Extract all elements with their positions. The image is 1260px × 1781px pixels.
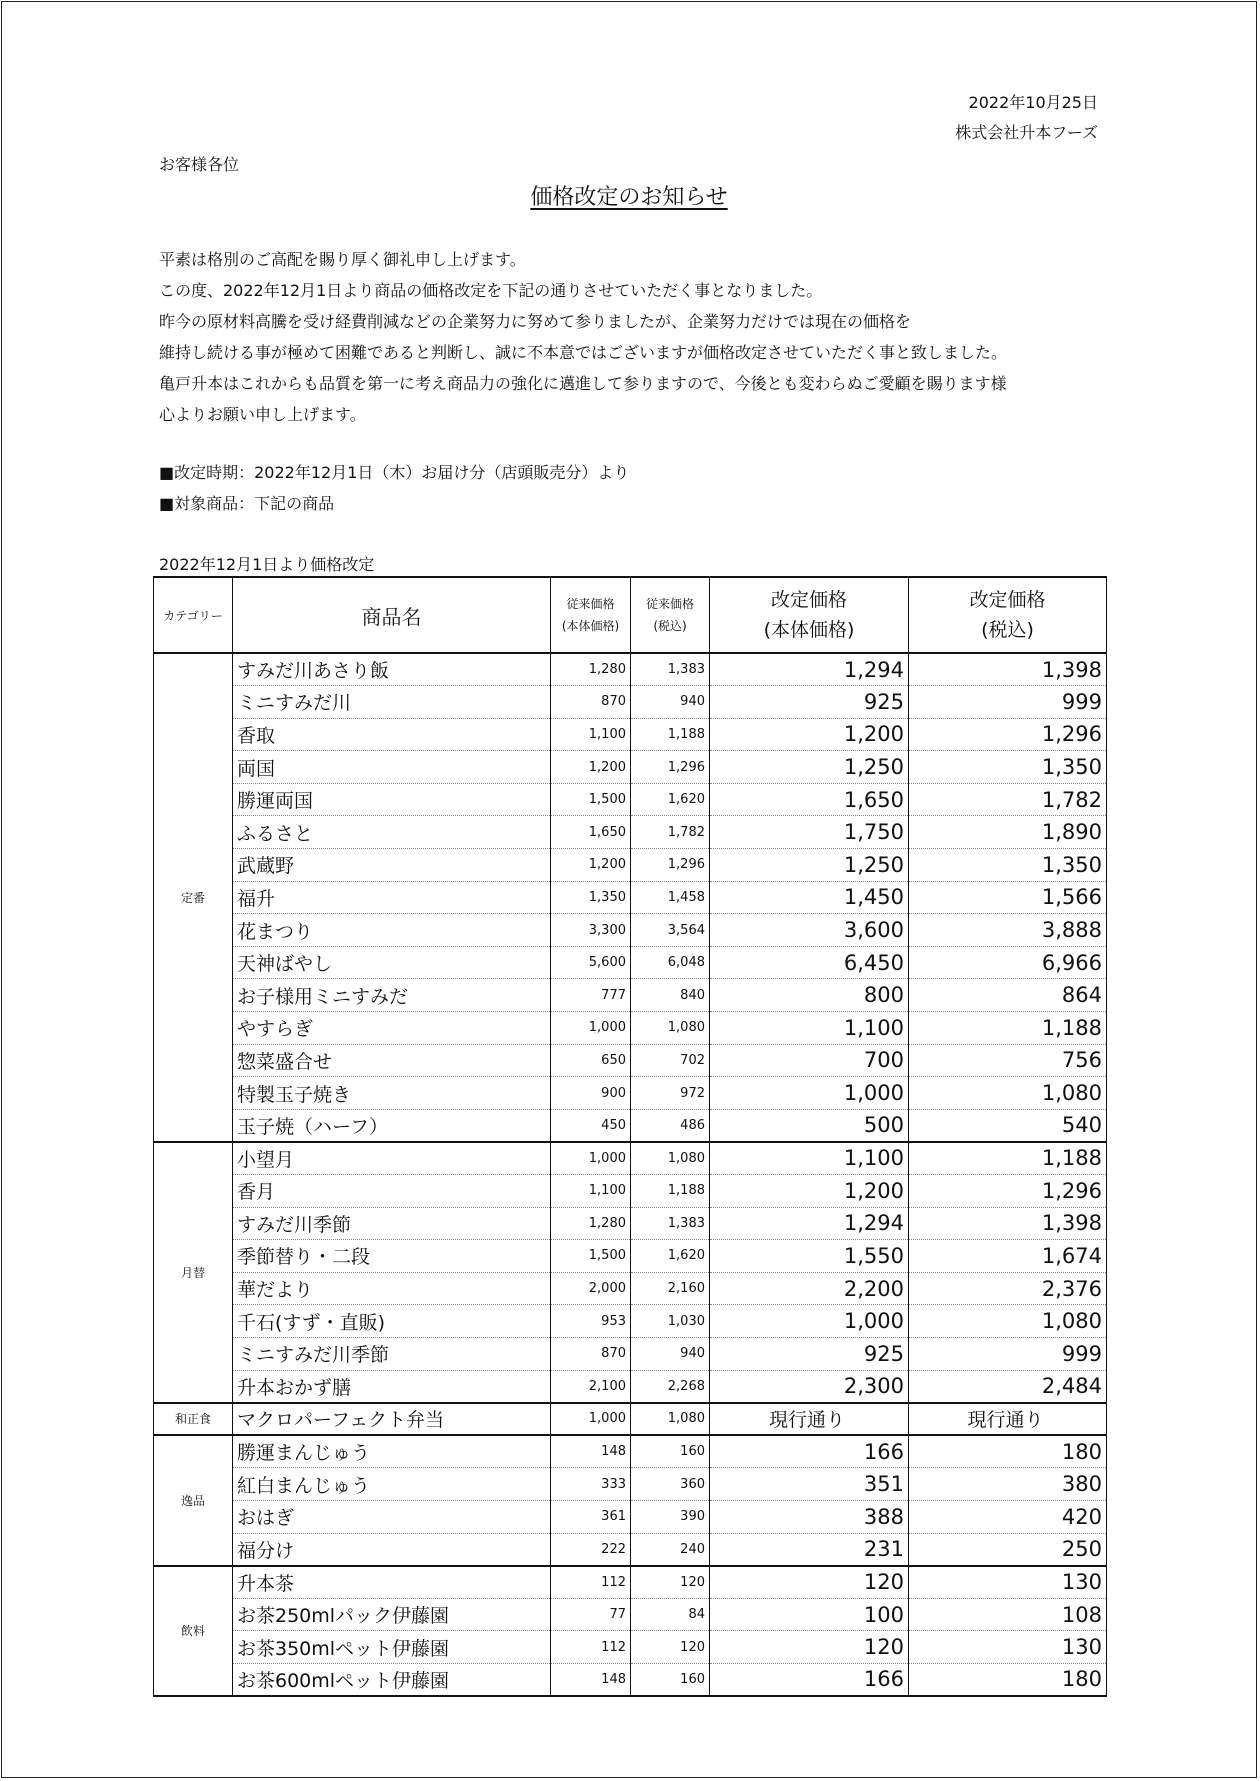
price-table-body <box>154 653 1107 1696</box>
new-tax-price-cell: 1,674 <box>909 1240 1107 1273</box>
new-tax-price-cell: 1,350 <box>909 751 1107 784</box>
category-cell: 月替 <box>154 1142 233 1403</box>
body-line: 昨今の原材料高騰を受け経費削減などの企業努力に努めて参りましたが、企業努力だけでは現在の価格を <box>159 312 912 331</box>
table-row <box>154 1077 1107 1110</box>
table-row <box>154 1240 1107 1273</box>
old-tax-price-cell: 1,782 <box>631 816 710 849</box>
new-base-price-cell: 1,100 <box>710 1012 909 1045</box>
product-name-cell: 香取 <box>233 718 551 751</box>
old-base-price-cell: 900 <box>551 1077 631 1110</box>
category-cell: 和正食 <box>154 1403 233 1436</box>
old-base-price-cell: 148 <box>551 1435 631 1468</box>
new-tax-price-cell: 999 <box>909 686 1107 719</box>
table-header-row <box>154 577 1107 653</box>
old-base-price-cell: 5,600 <box>551 946 631 979</box>
product-name-cell: ふるさと <box>233 816 551 849</box>
table-row <box>154 653 1107 686</box>
old-tax-price-cell: 360 <box>631 1468 710 1501</box>
old-tax-price-cell: 120 <box>631 1631 710 1664</box>
table-row <box>154 979 1107 1012</box>
table-row <box>154 1142 1107 1175</box>
old-tax-price-cell: 3,564 <box>631 914 710 947</box>
new-base-price-cell: 1,000 <box>710 1077 909 1110</box>
product-name-cell: おはぎ <box>233 1500 551 1533</box>
new-tax-price-cell: 130 <box>909 1566 1107 1599</box>
new-tax-price-cell: 1,188 <box>909 1012 1107 1045</box>
new-tax-price-cell: 864 <box>909 979 1107 1012</box>
old-base-price-cell: 870 <box>551 1337 631 1370</box>
product-name-cell: すみだ川季節 <box>233 1207 551 1240</box>
new-base-price-cell: 1,294 <box>710 1207 909 1240</box>
product-name-cell: 升本おかず膳 <box>233 1370 551 1403</box>
header-category: カテゴリー <box>154 577 233 653</box>
new-tax-price-cell: 108 <box>909 1598 1107 1631</box>
old-tax-price-cell: 390 <box>631 1500 710 1533</box>
body-line: 心よりお願い申し上げます。 <box>159 405 366 424</box>
old-tax-price-cell: 2,268 <box>631 1370 710 1403</box>
new-base-price-cell: 現行通り <box>710 1403 909 1436</box>
old-tax-price-cell: 1,620 <box>631 1240 710 1273</box>
product-name-cell: やすらぎ <box>233 1012 551 1045</box>
new-tax-price-cell: 1,782 <box>909 783 1107 816</box>
category-cell: 定番 <box>154 653 233 1142</box>
old-base-price-cell: 1,350 <box>551 881 631 914</box>
old-tax-price-cell: 160 <box>631 1663 710 1696</box>
new-base-price-cell: 800 <box>710 979 909 1012</box>
table-row <box>154 1598 1107 1631</box>
header-old-tax-price: 従来価格 (税込) <box>631 577 710 653</box>
old-tax-price-cell: 1,383 <box>631 1207 710 1240</box>
old-tax-price-cell: 1,188 <box>631 1175 710 1208</box>
old-base-price-cell: 2,100 <box>551 1370 631 1403</box>
document-title: 価格改定のお知らせ <box>530 185 728 210</box>
new-tax-price-cell: 1,296 <box>909 1175 1107 1208</box>
product-name-cell: 香月 <box>233 1175 551 1208</box>
new-tax-price-cell: 130 <box>909 1631 1107 1664</box>
old-tax-price-cell: 1,620 <box>631 783 710 816</box>
new-base-price-cell: 1,450 <box>710 881 909 914</box>
revision-period: ■改定時期：2022年12月1日（木）お届け分（店頭販売分）より <box>159 463 630 482</box>
product-name-cell: 紅白まんじゅう <box>233 1468 551 1501</box>
new-base-price-cell: 231 <box>710 1533 909 1566</box>
new-tax-price-cell: 1,350 <box>909 849 1107 882</box>
price-table <box>153 576 1107 1697</box>
product-name-cell: ミニすみだ川 <box>233 686 551 719</box>
addressee: お客様各位 <box>159 155 240 174</box>
new-base-price-cell: 388 <box>710 1500 909 1533</box>
old-base-price-cell: 333 <box>551 1468 631 1501</box>
old-base-price-cell: 1,280 <box>551 1207 631 1240</box>
header-product-name: 商品名 <box>233 577 551 653</box>
old-tax-price-cell: 240 <box>631 1533 710 1566</box>
table-row <box>154 1044 1107 1077</box>
new-tax-price-cell: 420 <box>909 1500 1107 1533</box>
old-tax-price-cell: 486 <box>631 1109 710 1142</box>
new-base-price-cell: 500 <box>710 1109 909 1142</box>
old-tax-price-cell: 1,080 <box>631 1403 710 1436</box>
new-base-price-cell: 700 <box>710 1044 909 1077</box>
old-base-price-cell: 1,650 <box>551 816 631 849</box>
new-base-price-cell: 925 <box>710 686 909 719</box>
new-tax-price-cell: 6,966 <box>909 946 1107 979</box>
new-base-price-cell: 2,200 <box>710 1272 909 1305</box>
new-tax-price-cell: 180 <box>909 1663 1107 1696</box>
old-base-price-cell: 450 <box>551 1109 631 1142</box>
old-base-price-cell: 777 <box>551 979 631 1012</box>
new-base-price-cell: 100 <box>710 1598 909 1631</box>
new-base-price-cell: 1,250 <box>710 751 909 784</box>
new-tax-price-cell: 1,296 <box>909 718 1107 751</box>
product-name-cell: 勝運両国 <box>233 783 551 816</box>
old-tax-price-cell: 1,296 <box>631 849 710 882</box>
old-base-price-cell: 2,000 <box>551 1272 631 1305</box>
new-base-price-cell: 6,450 <box>710 946 909 979</box>
new-tax-price-cell: 2,376 <box>909 1272 1107 1305</box>
table-row <box>154 1631 1107 1664</box>
product-name-cell: 両国 <box>233 751 551 784</box>
category-cell: 飲料 <box>154 1566 233 1696</box>
new-base-price-cell: 925 <box>710 1337 909 1370</box>
product-name-cell: 季節替り・二段 <box>233 1240 551 1273</box>
old-base-price-cell: 77 <box>551 1598 631 1631</box>
table-row <box>154 1370 1107 1403</box>
new-tax-price-cell: 380 <box>909 1468 1107 1501</box>
product-name-cell: お茶250mlパック伊藤園 <box>233 1598 551 1631</box>
product-name-cell: 華だより <box>233 1272 551 1305</box>
old-tax-price-cell: 1,188 <box>631 718 710 751</box>
new-tax-price-cell: 1,890 <box>909 816 1107 849</box>
table-row <box>154 1305 1107 1338</box>
new-tax-price-cell: 1,566 <box>909 881 1107 914</box>
old-tax-price-cell: 2,160 <box>631 1272 710 1305</box>
new-tax-price-cell: 180 <box>909 1435 1107 1468</box>
issue-date: 2022年10月25日 <box>968 93 1098 112</box>
old-base-price-cell: 112 <box>551 1631 631 1664</box>
table-row <box>154 783 1107 816</box>
product-name-cell: 特製玉子焼き <box>233 1077 551 1110</box>
old-base-price-cell: 1,100 <box>551 718 631 751</box>
table-row <box>154 1403 1107 1436</box>
table-row <box>154 914 1107 947</box>
new-base-price-cell: 166 <box>710 1663 909 1696</box>
old-base-price-cell: 1,200 <box>551 751 631 784</box>
header-old-base-price: 従来価格 (本体価格) <box>551 577 631 653</box>
old-tax-price-cell: 1,296 <box>631 751 710 784</box>
revision-info <box>159 457 629 519</box>
new-base-price-cell: 1,250 <box>710 849 909 882</box>
old-base-price-cell: 1,000 <box>551 1142 631 1175</box>
new-base-price-cell: 1,000 <box>710 1305 909 1338</box>
new-base-price-cell: 1,650 <box>710 783 909 816</box>
old-base-price-cell: 3,300 <box>551 914 631 947</box>
old-base-price-cell: 112 <box>551 1566 631 1599</box>
product-name-cell: お茶350mlペット伊藤園 <box>233 1631 551 1664</box>
table-row <box>154 1500 1107 1533</box>
table-row <box>154 1566 1107 1599</box>
old-tax-price-cell: 972 <box>631 1077 710 1110</box>
table-row <box>154 1207 1107 1240</box>
table-row <box>154 946 1107 979</box>
table-row <box>154 849 1107 882</box>
old-tax-price-cell: 940 <box>631 686 710 719</box>
table-row <box>154 881 1107 914</box>
new-tax-price-cell: 3,888 <box>909 914 1107 947</box>
product-name-cell: お子様用ミニすみだ <box>233 979 551 1012</box>
product-name-cell: 花まつり <box>233 914 551 947</box>
new-tax-price-cell: 250 <box>909 1533 1107 1566</box>
table-row <box>154 1468 1107 1501</box>
old-base-price-cell: 1,100 <box>551 1175 631 1208</box>
table-row <box>154 1663 1107 1696</box>
new-tax-price-cell: 2,484 <box>909 1370 1107 1403</box>
old-base-price-cell: 1,200 <box>551 849 631 882</box>
new-tax-price-cell: 現行通り <box>909 1403 1107 1436</box>
header-new-tax-price: 改定価格 (税込) <box>909 577 1107 653</box>
product-name-cell: 小望月 <box>233 1142 551 1175</box>
table-row <box>154 686 1107 719</box>
table-row <box>154 1012 1107 1045</box>
header-new-base-price: 改定価格 (本体価格) <box>710 577 909 653</box>
old-base-price-cell: 148 <box>551 1663 631 1696</box>
body-line: 亀戸升本はこれからも品質を第一に考え商品力の強化に邁進して参りますので、今後とも変わらぬご愛顧を賜ります様 <box>159 374 1007 393</box>
old-base-price-cell: 1,000 <box>551 1403 631 1436</box>
table-row <box>154 1533 1107 1566</box>
revision-target: ■対象商品：下記の商品 <box>159 494 335 513</box>
table-row <box>154 718 1107 751</box>
old-base-price-cell: 870 <box>551 686 631 719</box>
table-row <box>154 1175 1107 1208</box>
table-caption: 2022年12月1日より価格改定 <box>159 555 375 574</box>
new-base-price-cell: 1,200 <box>710 718 909 751</box>
old-base-price-cell: 361 <box>551 1500 631 1533</box>
new-base-price-cell: 3,600 <box>710 914 909 947</box>
product-name-cell: マクロパーフェクト弁当 <box>233 1403 551 1436</box>
table-row <box>154 751 1107 784</box>
old-base-price-cell: 1,500 <box>551 1240 631 1273</box>
new-base-price-cell: 1,200 <box>710 1175 909 1208</box>
table-row <box>154 1435 1107 1468</box>
company-name: 株式会社升本フーズ <box>955 123 1098 142</box>
new-tax-price-cell: 1,398 <box>909 653 1107 686</box>
product-name-cell: 惣菜盛合せ <box>233 1044 551 1077</box>
old-tax-price-cell: 120 <box>631 1566 710 1599</box>
body-line: 平素は格別のご高配を賜り厚く御礼申し上げます。 <box>159 250 526 269</box>
category-cell: 逸品 <box>154 1435 233 1565</box>
new-base-price-cell: 1,550 <box>710 1240 909 1273</box>
new-base-price-cell: 2,300 <box>710 1370 909 1403</box>
old-base-price-cell: 1,000 <box>551 1012 631 1045</box>
old-tax-price-cell: 1,458 <box>631 881 710 914</box>
new-base-price-cell: 351 <box>710 1468 909 1501</box>
new-base-price-cell: 166 <box>710 1435 909 1468</box>
old-base-price-cell: 650 <box>551 1044 631 1077</box>
body-line: この度、2022年12月1日より商品の価格改定を下記の通りさせていただく事となりました。 <box>159 281 823 300</box>
old-tax-price-cell: 1,080 <box>631 1012 710 1045</box>
product-name-cell: 千石(すず・直販) <box>233 1305 551 1338</box>
old-base-price-cell: 222 <box>551 1533 631 1566</box>
old-base-price-cell: 953 <box>551 1305 631 1338</box>
new-tax-price-cell: 540 <box>909 1109 1107 1142</box>
new-base-price-cell: 1,100 <box>710 1142 909 1175</box>
product-name-cell: 天神ばやし <box>233 946 551 979</box>
new-tax-price-cell: 999 <box>909 1337 1107 1370</box>
product-name-cell: 福分け <box>233 1533 551 1566</box>
product-name-cell: すみだ川あさり飯 <box>233 653 551 686</box>
table-row <box>154 1109 1107 1142</box>
old-tax-price-cell: 160 <box>631 1435 710 1468</box>
old-tax-price-cell: 840 <box>631 979 710 1012</box>
old-tax-price-cell: 1,383 <box>631 653 710 686</box>
product-name-cell: 福升 <box>233 881 551 914</box>
new-tax-price-cell: 1,080 <box>909 1077 1107 1110</box>
notice-body <box>159 244 1007 430</box>
table-row <box>154 816 1107 849</box>
old-tax-price-cell: 6,048 <box>631 946 710 979</box>
old-tax-price-cell: 940 <box>631 1337 710 1370</box>
new-base-price-cell: 1,294 <box>710 653 909 686</box>
old-base-price-cell: 1,500 <box>551 783 631 816</box>
new-tax-price-cell: 756 <box>909 1044 1107 1077</box>
table-row <box>154 1337 1107 1370</box>
product-name-cell: ミニすみだ川季節 <box>233 1337 551 1370</box>
new-base-price-cell: 120 <box>710 1566 909 1599</box>
product-name-cell: 升本茶 <box>233 1566 551 1599</box>
old-tax-price-cell: 702 <box>631 1044 710 1077</box>
new-base-price-cell: 1,750 <box>710 816 909 849</box>
new-tax-price-cell: 1,398 <box>909 1207 1107 1240</box>
old-base-price-cell: 1,280 <box>551 653 631 686</box>
table-row <box>154 1272 1107 1305</box>
product-name-cell: 勝運まんじゅう <box>233 1435 551 1468</box>
new-tax-price-cell: 1,188 <box>909 1142 1107 1175</box>
new-tax-price-cell: 1,080 <box>909 1305 1107 1338</box>
new-base-price-cell: 120 <box>710 1631 909 1664</box>
old-tax-price-cell: 84 <box>631 1598 710 1631</box>
product-name-cell: お茶600mlペット伊藤園 <box>233 1663 551 1696</box>
product-name-cell: 玉子焼（ハーフ） <box>233 1109 551 1142</box>
product-name-cell: 武蔵野 <box>233 849 551 882</box>
old-tax-price-cell: 1,030 <box>631 1305 710 1338</box>
old-tax-price-cell: 1,080 <box>631 1142 710 1175</box>
body-line: 維持し続ける事が極めて困難であると判断し、誠に不本意ではございますが価格改定させていただく事と致しました。 <box>159 343 1008 362</box>
